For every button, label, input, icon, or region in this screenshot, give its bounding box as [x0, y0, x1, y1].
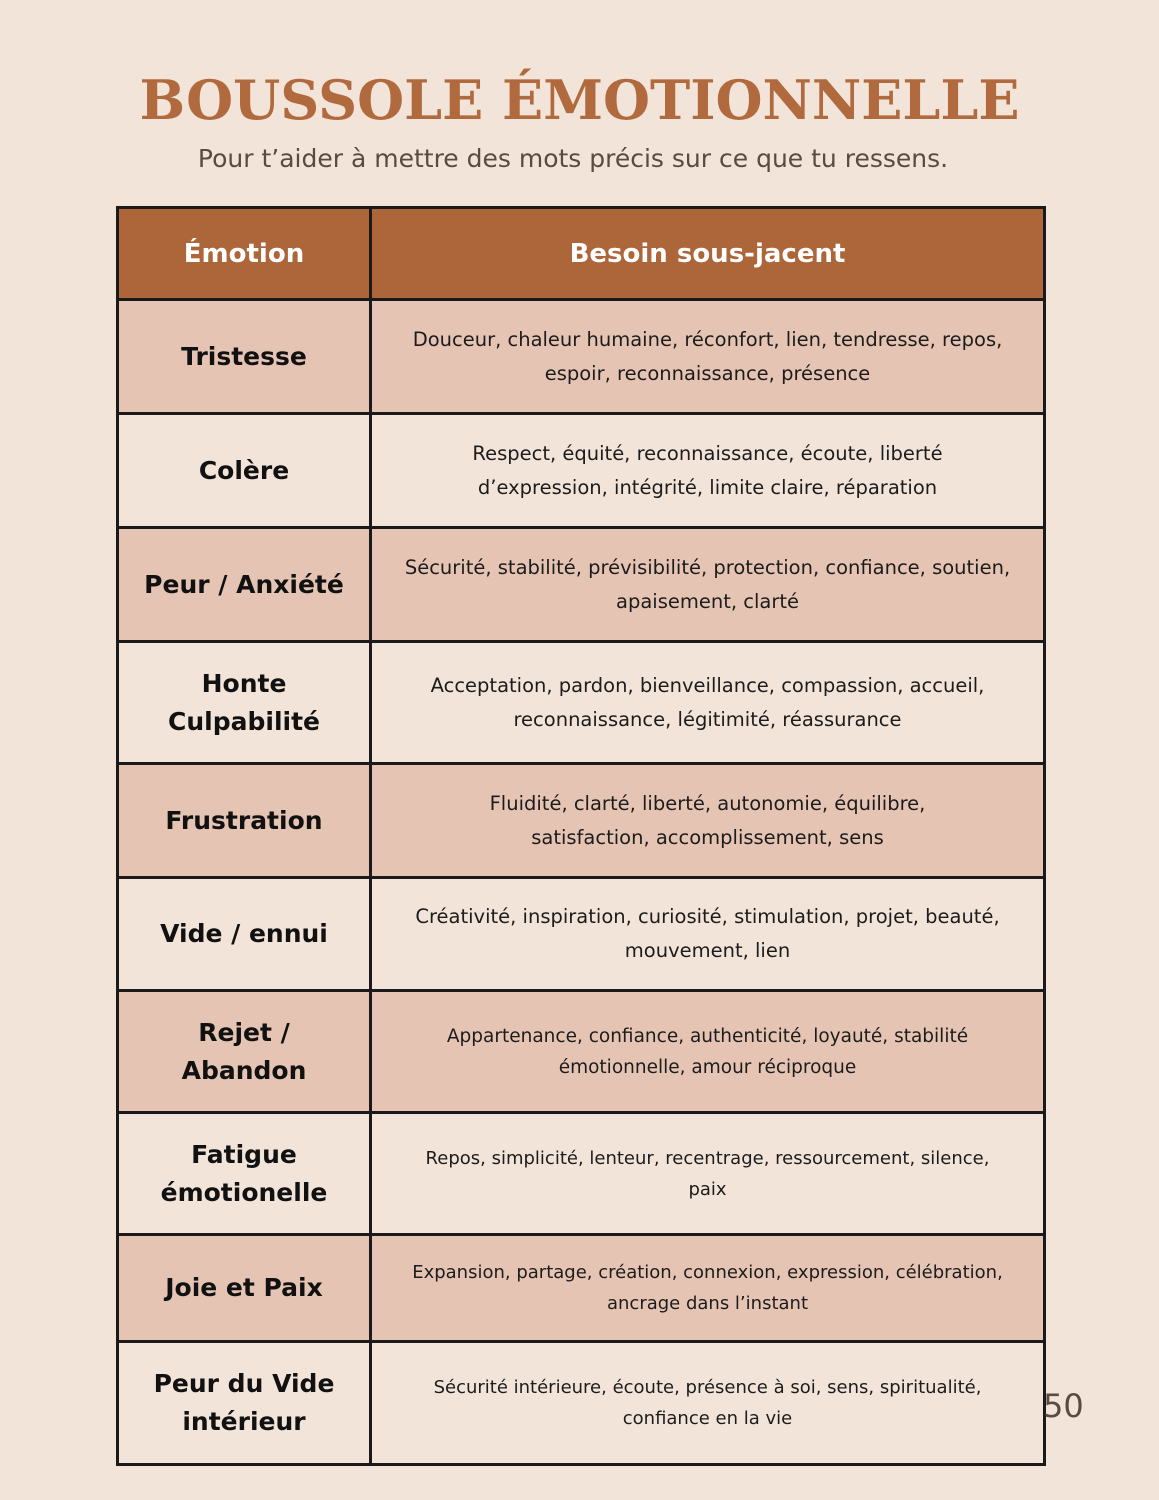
page-title: BOUSSOLE ÉMOTIONNELLE	[139, 68, 1020, 132]
need-cell: Sécurité intérieure, écoute, présence à soi, sens, spiritualité, confiance en la vie	[371, 1342, 1045, 1465]
need-cell: Acceptation, pardon, bienveillance, compassion, accueil, reconnaissance, légitimité, réassurance	[371, 642, 1045, 764]
emotion-cell: Frustration	[118, 764, 371, 878]
emotion-cell: Honte Culpabilité	[118, 642, 371, 764]
emotion-cell: Colère	[118, 414, 371, 528]
table-row	[118, 991, 1045, 1113]
table-row	[118, 1113, 1045, 1235]
table-row	[118, 1342, 1045, 1465]
need-cell: Repos, simplicité, lenteur, recentrage, ressourcement, silence, paix	[371, 1113, 1045, 1235]
emotion-cell: Vide / ennui	[118, 878, 371, 991]
need-cell: Douceur, chaleur humaine, réconfort, lien, tendresse, repos, espoir, reconnaissance, présence	[371, 300, 1045, 414]
emotion-cell: Fatigue émotionelle	[118, 1113, 371, 1235]
page-number: 50	[1043, 1387, 1084, 1425]
emotion-cell: Joie et Paix	[118, 1235, 371, 1342]
header-need: Besoin sous-jacent	[371, 208, 1045, 300]
emotion-table	[116, 206, 1046, 1466]
table-row	[118, 642, 1045, 764]
table-row	[118, 528, 1045, 642]
emotion-table-container	[116, 206, 1046, 1466]
table-header-row	[118, 208, 1045, 300]
need-cell: Expansion, partage, création, connexion, expression, célébration, ancrage dans l’instant	[371, 1235, 1045, 1342]
need-cell: Respect, équité, reconnaissance, écoute, liberté d’expression, intégrité, limite claire, réparation	[371, 414, 1045, 528]
table-row	[118, 414, 1045, 528]
table-row	[118, 300, 1045, 414]
header-emotion: Émotion	[118, 208, 371, 300]
need-cell: Sécurité, stabilité, prévisibilité, protection, confiance, soutien, apaisement, clarté	[371, 528, 1045, 642]
need-cell: Appartenance, confiance, authenticité, loyauté, stabilité émotionnelle, amour réciproque	[371, 991, 1045, 1113]
emotion-cell: Peur du Vide intérieur	[118, 1342, 371, 1465]
table-row	[118, 878, 1045, 991]
emotion-cell: Tristesse	[118, 300, 371, 414]
page-subtitle: Pour t’aider à mettre des mots précis sur ce que tu ressens.	[197, 144, 949, 173]
need-cell: Fluidité, clarté, liberté, autonomie, équilibre, satisfaction, accomplissement, sens	[371, 764, 1045, 878]
emotion-cell: Peur / Anxiété	[118, 528, 371, 642]
table-row	[118, 764, 1045, 878]
table-row	[118, 1235, 1045, 1342]
emotion-cell: Rejet / Abandon	[118, 991, 371, 1113]
need-cell: Créativité, inspiration, curiosité, stimulation, projet, beauté, mouvement, lien	[371, 878, 1045, 991]
